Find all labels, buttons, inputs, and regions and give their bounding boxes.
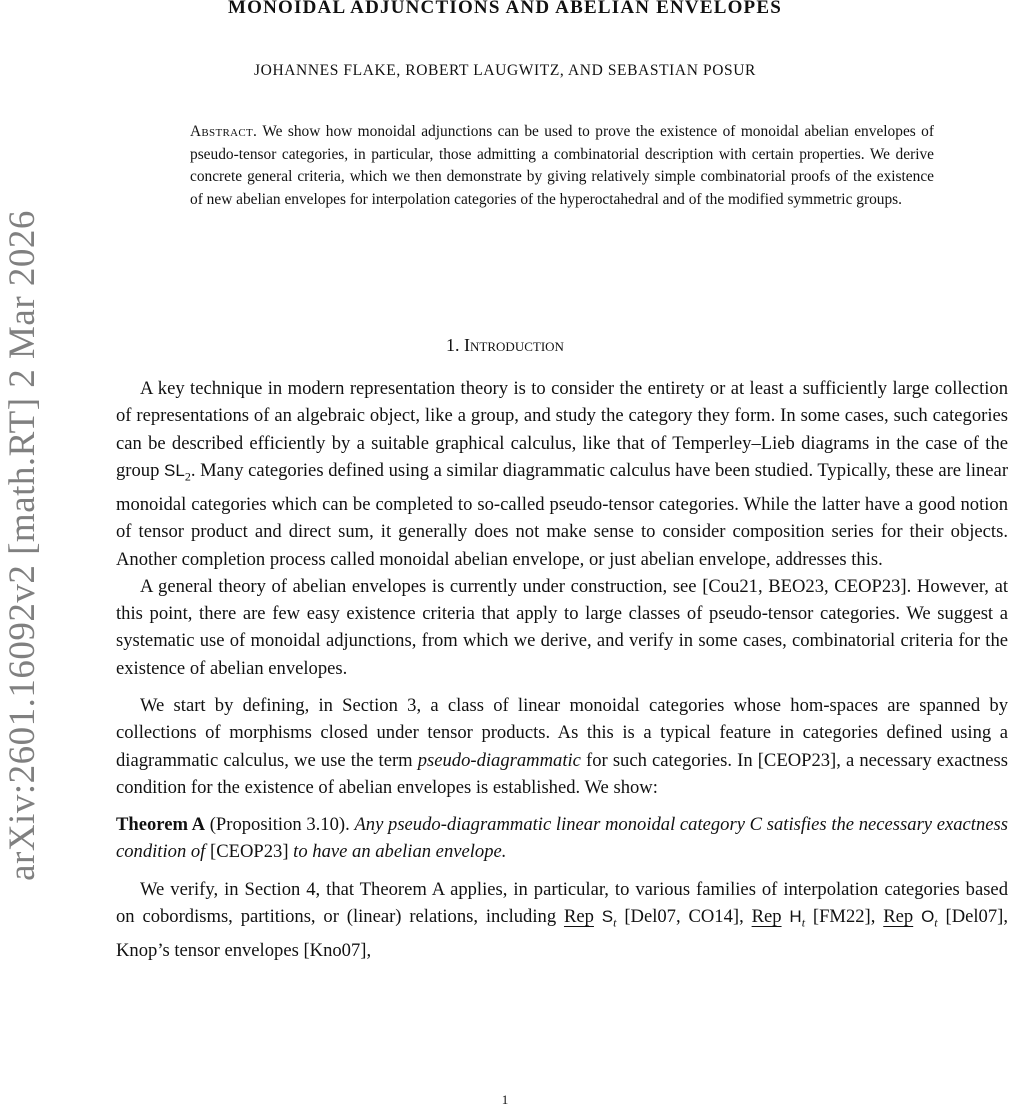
- group-symbol: SL: [164, 460, 185, 480]
- arxiv-identifier-text: arXiv:2601.16092v2 [math.RT] 2 Mar 2026: [1, 209, 43, 881]
- rep-o-label: Rep: [883, 906, 914, 928]
- page-number: 1: [501, 1092, 509, 1107]
- s-subscript: t: [613, 915, 617, 930]
- s-symbol: S: [601, 907, 614, 927]
- section-title: Introduction: [464, 335, 564, 355]
- theorem-citation: [CEOP23]: [210, 841, 289, 863]
- h-symbol: H: [789, 907, 802, 927]
- paragraph-1-text-b: . Many categories defined using a similar diagrammatic calculus have been studied. Typically, these are linear monoidal categories which can be completed to so-called pseudo-tensor categories. While the latter have a good notion of tensor product and direct sum, it generally does not make sense to consider composition series for their objects. Another completion process called monoidal abelian envelope, or just abelian envelope, addresses this.: [116, 459, 1009, 570]
- rep-h-label: Rep: [751, 906, 782, 928]
- paragraph-4-text: We verify, in Section 4, that Theorem A applies, in particular, to various families of interpolation categories based on cobordisms, partitions, or (linear) relations, including: [116, 878, 1008, 928]
- abstract: [190, 121, 934, 211]
- paragraph-3: [116, 692, 1008, 801]
- o-subscript: t: [934, 915, 938, 930]
- paragraph-3-text-a: We start by defining, in Section 3, a class of linear monoidal categories whose hom-spaces are spanned by collections of morphisms closed under tensor products. As this is a typical feature in categories defined using a diagrammatic calculus, we use the term: [116, 694, 1008, 771]
- theorem-text-b: satisfies the necessary exactness condition of: [116, 814, 1008, 863]
- category-symbol: C: [749, 814, 763, 836]
- paragraph-2: A general theory of abelian envelopes is currently under construction, see [Cou21, BEO23, CEOP23]. However, at this point, there are few easy existence criteria that apply to large classes of pseudo-tensor categories. We suggest a systematic use of monoidal adjunctions, from which we derive, and verify in some cases, combinatorial criteria for the existence of abelian envelopes.: [116, 575, 1008, 679]
- arxiv-identifier-stamp: [0, 150, 44, 940]
- theorem-label: Theorem A: [116, 814, 206, 836]
- section-number: 1.: [446, 335, 460, 355]
- paper-title: MONOIDAL ADJUNCTIONS AND ABELIAN ENVELOPES: [228, 0, 782, 18]
- theorem-ref: (Proposition 3.10).: [209, 814, 350, 836]
- o-symbol: O: [921, 907, 935, 927]
- paragraph-3-text-b: for such categories. In [CEOP23], a necessary exactness condition for the existence of abelian envelopes is established. We show:: [116, 749, 1008, 798]
- group-subscript: 2: [184, 469, 191, 484]
- s-citation: [Del07, CO14],: [616, 906, 752, 928]
- h-subscript: t: [801, 915, 806, 930]
- paper-authors: JOHANNES FLAKE, ROBERT LAUGWITZ, AND SEBASTIAN POSUR: [254, 62, 756, 79]
- paragraph-1: [116, 375, 1008, 573]
- theorem-text-a: Any pseudo-diagrammatic linear monoidal category: [354, 814, 750, 836]
- paragraph-4: [116, 876, 1008, 965]
- rep-s-label: Rep: [563, 906, 594, 928]
- o-citation: [Del07], Knop’s tensor envelopes [Kno07],: [116, 906, 1008, 962]
- body-text: [116, 375, 1008, 964]
- section-heading: [0, 335, 1010, 356]
- paragraph-3-term: pseudo-diagrammatic: [417, 749, 581, 771]
- theorem-a: [116, 811, 1008, 866]
- abstract-text: We show how monoidal adjunctions can be used to prove the existence of monoidal abelian envelopes of pseudo-tensor categories, in particular, those admitting a combinatorial description with certain properties. We derive concrete general criteria, which we then demonstrate by giving relatively simple combinatorial proofs of the existence of new abelian envelopes for interpolation categories of the hyperoctahedral and of the modified symmetric groups.: [190, 123, 934, 208]
- h-citation: [FM22],: [805, 906, 884, 928]
- paragraph-1-text-a: A key technique in modern representation theory is to consider the entirety or at least a sufficiently large collection of representations of an algebraic object, like a group, and study the category they form. In some cases, such categories can be described efficiently by a suitable graphical calculus, like that of Temperley–Lieb diagrams in the case of the group: [116, 378, 1008, 481]
- theorem-text-c: to have an abelian envelope.: [288, 841, 507, 863]
- abstract-label: Abstract.: [190, 123, 258, 140]
